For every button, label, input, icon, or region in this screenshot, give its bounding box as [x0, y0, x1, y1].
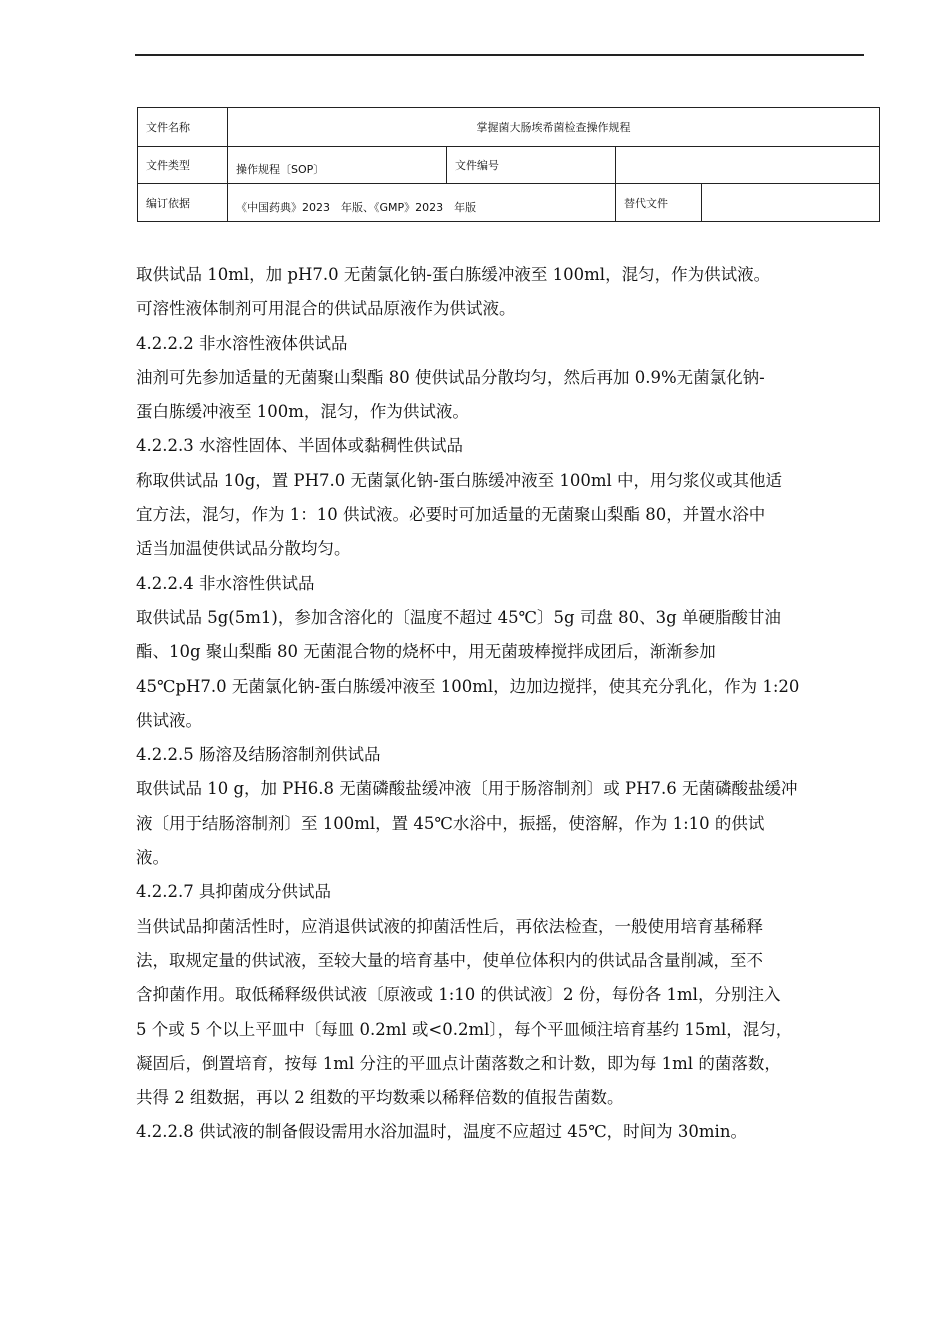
basis-cell	[228, 184, 616, 222]
paragraph-line: 蛋白胨缓冲液至 100m，混匀，作为供试液。	[136, 402, 469, 422]
section-heading: 4.2.2.7 具抑菌成分供试品	[136, 882, 331, 902]
paragraph-line: 称取供试品 10g，置 PH7.0 无菌氯化钠-蛋白胨缓冲液至 100ml 中，用匀浆仪或其他适	[136, 470, 783, 490]
paragraph-line: 凝固后，倒置培育，按每 1ml 分注的平皿点计菌落数之和计数，即为每 1ml 的菌落数，	[136, 1053, 781, 1073]
paragraph-line: 法，取规定量的供试液，至较大量的培育基中，使单位体积内的供试品含量削减，至不	[136, 950, 763, 970]
paragraph-line: 油剂可先参加适量的无菌聚山梨酯 80 使供试品分散均匀，然后再加 0.9%无菌氯化钠-	[136, 367, 765, 387]
top-rule	[135, 54, 864, 56]
document-body	[136, 258, 876, 1150]
doc-type-value: 操作规程〔SOP〕	[236, 163, 325, 176]
paragraph-line: 45℃pH7.0 无菌氯化钠-蛋白胨缓冲液至 100ml，边加边搅拌，使其充分乳化，作为 1:20	[136, 676, 800, 696]
section-heading: 4.2.2.3 水溶性固体、半固体或黏稠性供试品	[136, 436, 463, 456]
paragraph-line: 适当加温使供试品分散均匀。	[136, 539, 351, 559]
paragraph-line: 液。	[136, 848, 169, 868]
replace-label: 替代文件	[616, 184, 702, 222]
paragraph-line: 共得 2 组数据，再以 2 组数的平均数乘以稀释倍数的值报告菌数。	[136, 1088, 624, 1108]
paragraph-line: 宜方法，混匀，作为 1：10 供试液。必要时可加适量的无菌聚山梨酯 80，并置水浴中	[136, 505, 766, 525]
paragraph-line: 含抑菌作用。取低稀释级供试液〔原液或 1:10 的供试液〕2 份，每份各 1ml，分别注入	[136, 985, 781, 1005]
section-heading: 4.2.2.4 非水溶性供试品	[136, 573, 315, 593]
section-heading: 4.2.2.8 供试液的制备假设需用水浴加温时，温度不应超过 45℃，时间为 30min。	[136, 1122, 747, 1142]
section-heading: 4.2.2.5 肠溶及结肠溶制剂供试品	[136, 745, 381, 765]
paragraph-line: 取供试品 10ml，加 pH7.0 无菌氯化钠-蛋白胨缓冲液至 100ml，混匀，作为供试液。	[136, 265, 771, 284]
paragraph-line: 供试液。	[136, 710, 202, 730]
header-row-name	[138, 108, 880, 147]
section-heading: 4.2.2.2 非水溶性液体供试品	[136, 333, 348, 353]
doc-name-value: 掌握菌大肠埃希菌检查操作规程	[228, 108, 880, 147]
paragraph-line: 取供试品 5g(5m1)，参加含溶化的〔温度不超过 45℃〕5g 司盘 80、3g 单硬脂酸甘油	[136, 607, 781, 627]
header-row-type	[138, 147, 880, 184]
paragraph-line: 取供试品 10 g，加 PH6.8 无菌磷酸盐缓冲液〔用于肠溶制剂〕或 PH7.6 无菌磷酸盐缓冲	[136, 779, 798, 799]
replace-value	[702, 184, 880, 222]
paragraph-line: 液〔用于结肠溶制剂〕至 100ml，置 45℃水浴中，振摇，使溶解，作为 1:10 的供试	[136, 813, 765, 833]
doc-number-label: 文件编号	[447, 147, 616, 184]
doc-type-label: 文件类型	[138, 147, 228, 184]
doc-name-label: 文件名称	[138, 108, 228, 147]
paragraph-line: 可溶性液体制剂可用混合的供试品原液作为供试液。	[136, 299, 516, 319]
doc-type-cell	[228, 147, 447, 184]
paragraph-line: 5 个或 5 个以上平皿中〔每皿 0.2ml 或<0.2ml〕，每个平皿倾注培育基约 15ml，混匀，	[136, 1019, 793, 1039]
paragraph-line: 酯、10g 聚山梨酯 80 无菌混合物的烧杯中，用无菌玻棒搅拌成团后，渐渐参加	[136, 642, 716, 662]
paragraph-line: 当供试品抑菌活性时，应消退供试液的抑菌活性后，再依法检查，一般使用培育基稀释	[136, 916, 763, 936]
header-row-basis	[138, 184, 880, 222]
doc-number-value	[616, 147, 880, 184]
basis-label: 编订依据	[138, 184, 228, 222]
document-header-table	[137, 107, 880, 222]
basis-value: 《中国药典》2023 年版、《GMP》2023 年版	[236, 200, 477, 214]
